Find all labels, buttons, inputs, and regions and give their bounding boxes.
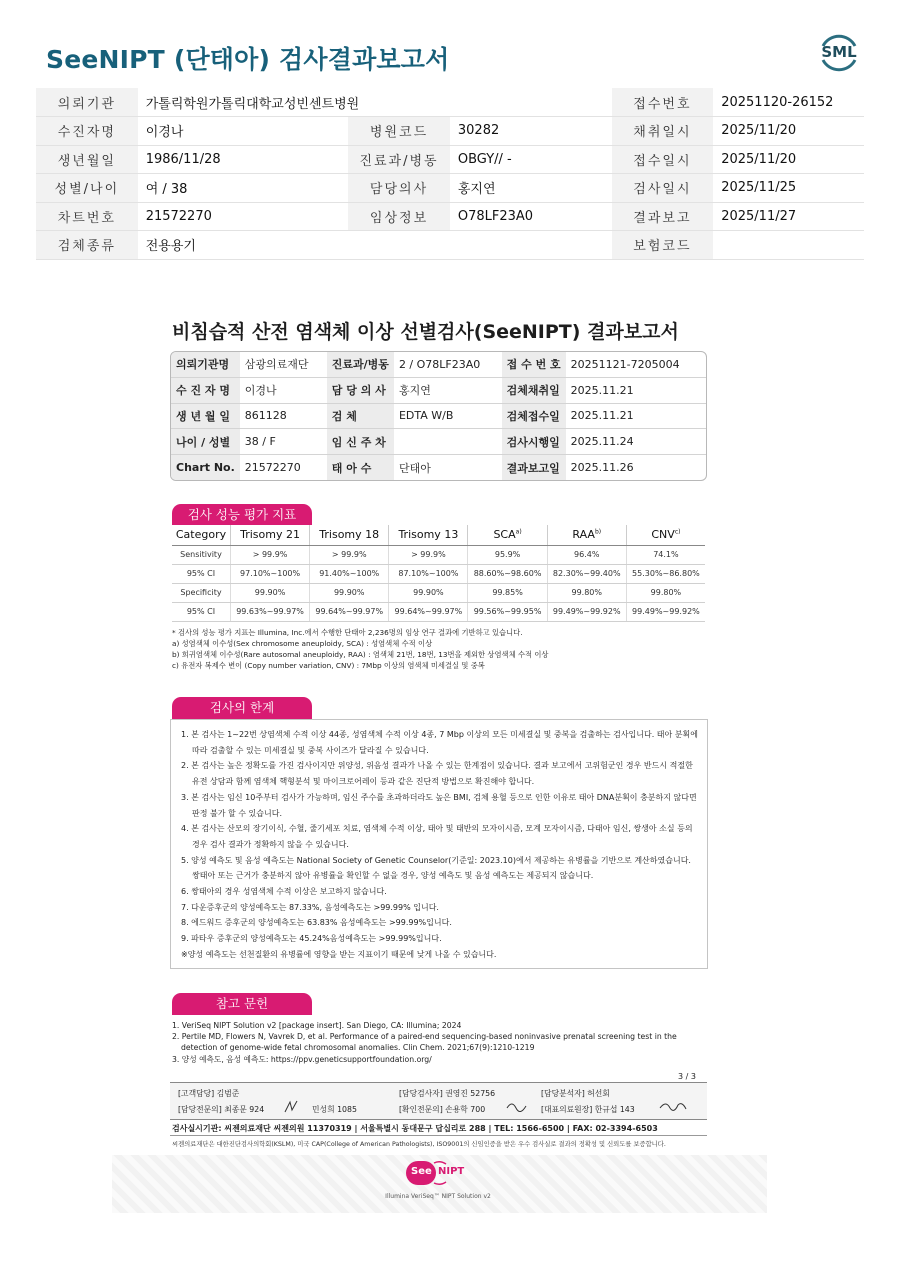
field-label: 의뢰기관 (36, 88, 138, 117)
perf-cell: 95.9% (468, 545, 547, 564)
logo-text: SML (821, 43, 857, 61)
info-label: 검체채취일 (502, 377, 566, 403)
field-value: 2025/11/25 (713, 174, 864, 203)
perf-header-label: CNV (651, 528, 675, 542)
report-info-box (170, 351, 707, 481)
field-value: O78LF23A0 (450, 202, 612, 231)
limit-item: 9. 파타우 증후군의 양성예측도는 45.24%음성예측도는 >99.99%입니다. (181, 934, 442, 944)
perf-header-cell (310, 525, 389, 545)
limit-item: 1. 본 검사는 1~22번 상염색체 수적 이상 44종, 성염색체 수적 이상 4종, 7 Mbp 이상의 모든 미세결실 및 중복을 검출하는 검사입니다. 태아 분획에 따라 검출할 수 있는 미세결실 및 중복 사이즈가 달라질 수 있습니다. (181, 730, 698, 755)
perf-header-label: Category (175, 528, 227, 542)
field-label: 임상정보 (348, 202, 450, 231)
limits-list (181, 727, 701, 963)
perf-note: c) 유전자 복제수 변이 (Copy number variation, CNV) : 7Mbp 이상의 염색체 미세결실 및 중복 (172, 661, 485, 670)
references-list (172, 1020, 707, 1065)
sign-cs: [고객담당] 김범준 (178, 1089, 240, 1098)
field-value: 2025/11/20 (713, 117, 864, 146)
see-logo-right: NIPT (438, 1166, 465, 1177)
limit-item: 5. 양성 예측도 및 음성 예측도는 National Society of Genetic Counselor(기준일: 2023.10)에서 제공하는 유병률을 기반으로 계산하였습니다. 쌍태아 또는 근거가 충분하지 않아 유병률을 확인할 수 없을 경우, 양성 예측도 및 음성 예측도는 제공되지 않습니다. (181, 855, 691, 881)
perf-header-cell (468, 525, 547, 545)
perf-cell: 99.90% (389, 583, 468, 602)
perf-cell: 87.10%~100% (389, 564, 468, 583)
limit-item: 7. 다운증후군의 양성예측도는 87.33%, 음성예측도는 >99.99% 입니다. (181, 902, 439, 912)
info-label: 접 수 번 호 (502, 352, 566, 377)
perf-cell: 95% CI (172, 602, 230, 621)
sign-specialist: [담당전문의] 최종문 924 (178, 1105, 265, 1114)
signature-box (170, 1082, 707, 1120)
field-value: OBGY// - (450, 145, 612, 174)
perf-cell: > 99.9% (389, 545, 468, 564)
field-label: 검체종류 (36, 231, 138, 260)
perf-note: b) 희귀염색체 이수성(Rare autosomal aneuploidy, RAA) : 염색체 21번, 18번, 13번을 제외한 상염색체 수적 이상 (172, 650, 549, 659)
perf-cell: 74.1% (626, 545, 705, 564)
perf-cell: Sensitivity (172, 545, 230, 564)
perf-header-cell (230, 525, 309, 545)
info-label: 담 당 의 사 (327, 377, 394, 403)
perf-header-cell (389, 525, 468, 545)
report-info-row (171, 403, 706, 429)
info-label: 검체접수일 (502, 403, 566, 429)
perf-cell: 99.85% (468, 583, 547, 602)
info-value: 38 / F (240, 429, 327, 455)
info-value: 삼광의료재단 (240, 352, 327, 377)
perf-cell: > 99.9% (230, 545, 309, 564)
perf-cell: 88.60%~98.60% (468, 564, 547, 583)
perf-cell: 99.64%~99.97% (389, 602, 468, 621)
info-value: 이경나 (240, 377, 327, 403)
perf-header-row (172, 525, 705, 545)
perf-cell: 99.56%~99.95% (468, 602, 547, 621)
patient-info-row (36, 202, 864, 231)
patient-info-row (36, 145, 864, 174)
field-value (713, 231, 864, 260)
info-value: 2025.11.21 (566, 403, 706, 429)
perf-cell: 99.63%~99.97% (230, 602, 309, 621)
sml-logo (817, 30, 861, 74)
sign-analyst2: [담당분석자] 허선회 (541, 1089, 610, 1098)
report-info-row (171, 455, 706, 480)
perf-cell: 82.30%~99.40% (547, 564, 626, 583)
perf-header-cell (547, 525, 626, 545)
perf-cell: 95% CI (172, 564, 230, 583)
limit-item: 2. 본 검사는 높은 정확도를 가진 검사이지만 위양성, 위음성 결과가 나올 수 있는 한계점이 있습니다. 결과 보고에서 고위험군인 경우 반드시 적절한 유전 상담과 함께 염색체 핵형분석 및 마이크로어레이 등과 같은 진단적 방법으로 확진해야 합니다. (181, 761, 693, 787)
info-label: 진료과/병동 (327, 352, 394, 377)
perf-row (172, 602, 705, 621)
info-value: 20251121-7205004 (566, 352, 706, 377)
certification-line: 씨젠의료재단은 대한진단검사의학회(KSLM), 미국 CAP(College of American Pathologists), ISO9001의 신임인증을 받은 우수 검사실로 결과의 정확성 및 신뢰도를 보증합니다. (172, 1141, 666, 1148)
field-label: 보험코드 (612, 231, 714, 260)
perf-header-label: SCA (493, 528, 516, 542)
signature-mark (282, 1098, 304, 1116)
limits-box (170, 719, 708, 969)
sign-analyst: [담당검사자] 권영진 52756 (399, 1089, 496, 1098)
field-value: 1986/11/28 (138, 145, 348, 174)
field-label: 접수일시 (612, 145, 714, 174)
perf-cell: 99.64%~99.97% (310, 602, 389, 621)
info-label: 생 년 월 일 (171, 403, 240, 429)
info-value: 홍지연 (394, 377, 502, 403)
perf-header-sup: b) (594, 528, 602, 536)
info-value: 단태아 (398, 461, 431, 475)
info-value: 21572270 (244, 461, 301, 475)
reference-item: 2. Pertile MD, Flowers N, Vavrek D, et al. Performance of a paired-end sequencing-based noninvasive prenatal screening test in the detection of genome-wide fetal chromosomal anomalies. Clin Chem. 2021;67(9):1210-1219 (172, 1032, 677, 1053)
perf-header-sup: c) (674, 528, 681, 536)
perf-cell: 96.4% (547, 545, 626, 564)
patient-info-table (36, 88, 864, 260)
field-value: 30282 (450, 117, 612, 146)
perf-header-label: RAA (572, 528, 595, 542)
perf-cell: > 99.9% (310, 545, 389, 564)
performance-table (172, 525, 705, 622)
limit-item: 4. 본 검사는 산모의 장기이식, 수혈, 줄기세포 치료, 염색체 수적 이상, 태아 및 태반의 모자이시즘, 모계 모자이시즘, 다태아 임신, 쌍생아 소실 등의 경우 검사 결과가 정확하지 않을 수 있습니다. (181, 824, 693, 849)
info-label: 의뢰기관명 (171, 352, 240, 377)
field-label: 진료과/병동 (348, 145, 450, 174)
perf-header-label: Trisomy 13 (398, 528, 459, 542)
info-label: Chart No. (171, 455, 240, 480)
perf-cell: 99.90% (310, 583, 389, 602)
field-value: 2025/11/27 (713, 202, 864, 231)
field-label: 결과보고 (612, 202, 714, 231)
perf-cell: Specificity (172, 583, 230, 602)
signature-mark (504, 1098, 530, 1116)
info-value (394, 429, 502, 455)
performance-notes (172, 627, 548, 671)
perf-note: a) 성염색체 이수성(Sex chromosome aneuploidy, SCA) : 성염색체 수적 이상 (172, 639, 433, 648)
reference-item: 1. VeriSeq NIPT Solution v2 [package insert]. San Diego, CA: Illumina; 2024 (172, 1021, 462, 1030)
field-label: 검사일시 (612, 174, 714, 203)
info-label: 검 체 (327, 403, 394, 429)
page-title: SeeNIPT (단태아) 검사결과보고서 (46, 45, 450, 74)
section-title-references: 참고 문헌 (172, 993, 312, 1015)
page-number: 3 / 3 (678, 1072, 696, 1081)
seenipt-logo (406, 1160, 468, 1186)
limit-item: 8. 에드워드 증후군의 양성예측도는 63.83% 음성예측도는 >99.99%입니다. (181, 918, 452, 928)
patient-info-row (36, 88, 864, 117)
perf-cell: 99.80% (626, 583, 705, 602)
field-label: 접수번호 (612, 88, 714, 117)
reference-item: 3. 양성 예측도, 음성 예측도: https://ppv.geneticsupportfoundation.org/ (172, 1054, 432, 1064)
info-label: 수 진 자 명 (171, 377, 240, 403)
perf-cell: 55.30%~86.80% (626, 564, 705, 583)
field-label: 채취일시 (612, 117, 714, 146)
patient-info-row (36, 117, 864, 146)
limit-item: 6. 쌍태아의 경우 성염색체 수적 이상은 보고하지 않습니다. (181, 887, 387, 897)
field-label: 차트번호 (36, 202, 138, 231)
see-logo-left: See (411, 1166, 432, 1177)
info-label: 검사시행일 (502, 429, 566, 455)
sign-confirm: [확인전문의] 손용학 700 (399, 1105, 486, 1114)
field-value: 여 / 38 (138, 174, 348, 203)
perf-cell: 99.90% (230, 583, 309, 602)
report-info-table (171, 352, 706, 480)
report-title: 비침습적 산전 염색체 이상 선별검사(SeeNIPT) 결과보고서 (172, 321, 679, 343)
field-label: 수진자명 (36, 117, 138, 146)
perf-header-sup: a) (515, 528, 522, 536)
perf-cell: 99.80% (547, 583, 626, 602)
info-value: EDTA W/B (394, 403, 502, 429)
seenipt-caption: Illumina VeriSeq™ NIPT Solution v2 (385, 1193, 491, 1200)
patient-info-row (36, 231, 864, 260)
info-value: 2 / O78LF23A0 (394, 352, 502, 377)
info-value: 2025.11.21 (566, 377, 706, 403)
field-value: 전용용기 (138, 231, 612, 260)
field-label: 생년월일 (36, 145, 138, 174)
report-info-row (171, 377, 706, 403)
report-info-row (171, 352, 706, 377)
perf-cell: 91.40%~100% (310, 564, 389, 583)
info-label: 태 아 수 (327, 455, 394, 480)
perf-header-label: Trisomy 21 (240, 528, 300, 542)
info-label: 임 신 주 차 (327, 429, 394, 455)
info-value: 2025.11.26 (570, 461, 634, 475)
report-info-row (171, 429, 706, 455)
section-title-limits: 검사의 한계 (172, 697, 312, 719)
info-label: 나이 / 성별 (171, 429, 240, 455)
divider (170, 1135, 707, 1136)
perf-row (172, 545, 705, 564)
info-label: 결과보고일 (502, 455, 566, 480)
field-value: 가톨릭학원가톨릭대학교성빈센트병원 (138, 88, 612, 117)
perf-cell: 97.10%~100% (230, 564, 309, 583)
perf-cell: 99.49%~99.92% (547, 602, 626, 621)
perf-row (172, 564, 705, 583)
perf-header-label: Trisomy 18 (319, 528, 380, 542)
sign-director: [대표의료원장] 한규섭 143 (541, 1105, 635, 1114)
field-value: 2025/11/20 (713, 145, 864, 174)
limit-item: 3. 본 검사는 임신 10주부터 검사가 가능하며, 임신 주수를 초과하더라도 높은 BMI, 검체 용혈 등으로 인한 이유로 태아 DNA분획이 충분하지 않다면 판정 불가 할 수 있습니다. (181, 792, 697, 818)
signature-mark (658, 1099, 688, 1115)
lab-info-line: 검사실시기관: 씨젠의료재단 씨젠의원 11370319 | 서울특별시 동대문구 답십리로 288 | TEL: 1566-6500 | FAX: 02-3394-6503 (172, 1124, 658, 1133)
field-label: 담당의사 (348, 174, 450, 203)
perf-header-cell (172, 525, 230, 545)
field-value: 이경나 (138, 117, 348, 146)
section-title-performance: 검사 성능 평가 지표 (172, 504, 312, 526)
perf-note: * 검사의 성능 평가 지표는 Illumina, Inc.에서 수행한 단태아 2,236명의 임상 연구 결과에 기반하고 있습니다. (172, 628, 523, 637)
field-value: 21572270 (138, 202, 348, 231)
patient-info-row (36, 174, 864, 203)
field-value: 20251120-26152 (713, 88, 864, 117)
limit-item: ※양성 예측도는 선천질환의 유병률에 영향을 받는 지표이기 때문에 낮게 나올 수 있습니다. (181, 949, 497, 959)
perf-cell: 99.49%~99.92% (626, 602, 705, 621)
field-label: 성별/나이 (36, 174, 138, 203)
perf-row (172, 583, 705, 602)
perf-header-cell (626, 525, 705, 545)
sign-min: 민성희 1085 (312, 1105, 357, 1114)
info-value: 2025.11.24 (566, 429, 706, 455)
info-value: 861128 (240, 403, 327, 429)
field-label: 병원코드 (348, 117, 450, 146)
field-value: 홍지연 (450, 174, 612, 203)
